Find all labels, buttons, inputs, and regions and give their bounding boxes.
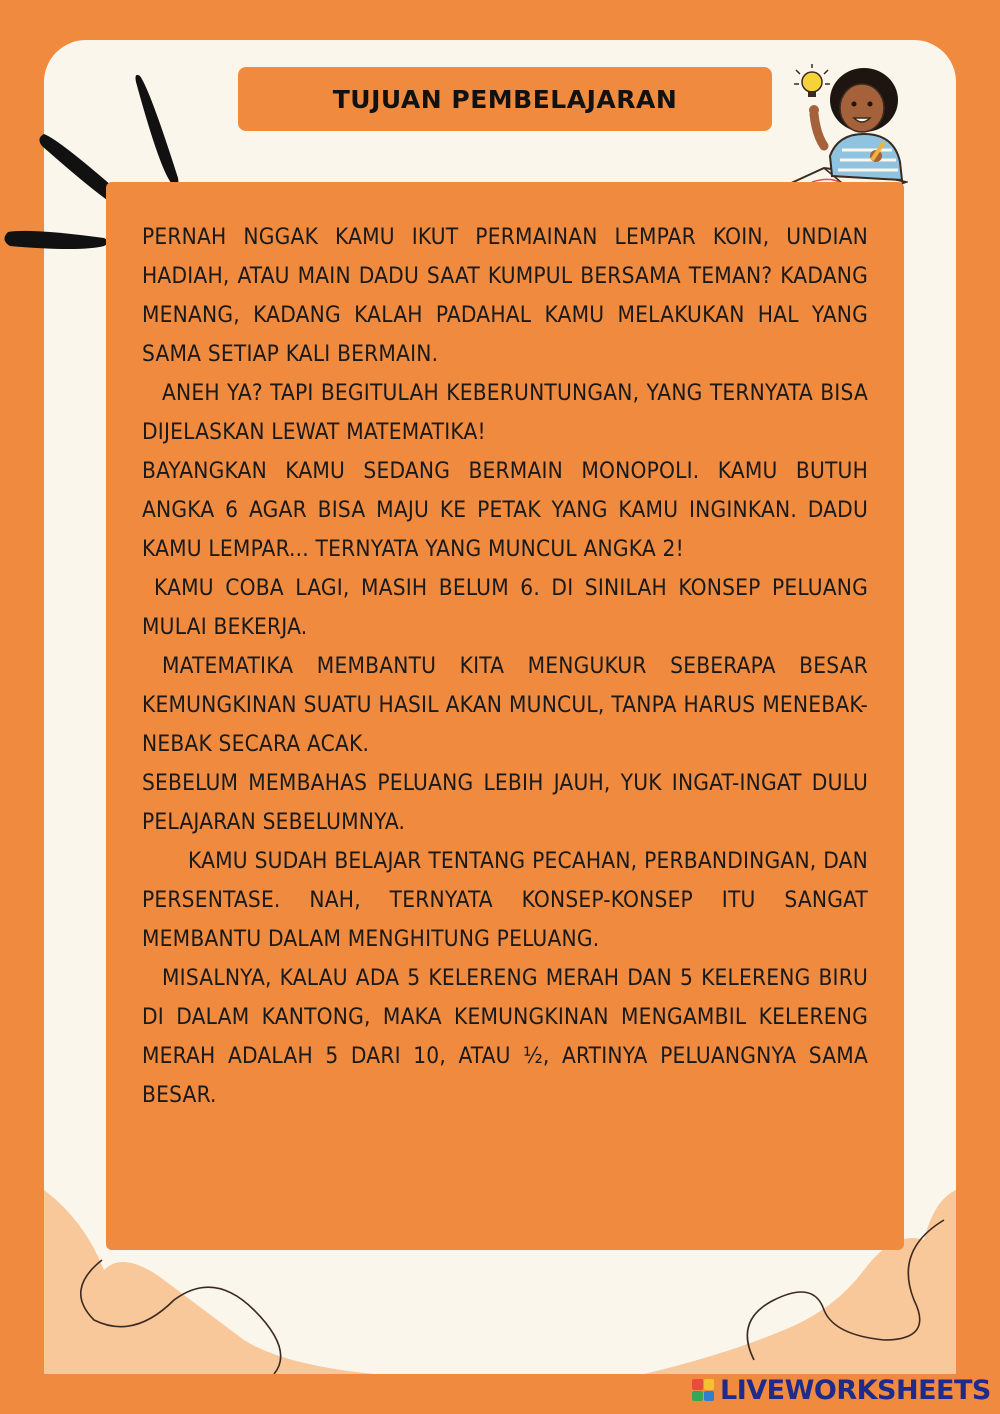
paragraph: KAMU SUDAH BELAJAR TENTANG PECAHAN, PERBANDINGAN, DAN PERSENTASE. NAH, TERNYATA KONSEP-KONSEP ITU SANGAT MEMBANTU DALAM MENGHITUNG PELUANG. [142, 848, 868, 952]
title-banner [238, 67, 772, 131]
body-text [142, 218, 868, 1115]
paragraph: PERNAH NGGAK KAMU IKUT PERMAINAN LEMPAR KOIN, UNDIAN HADIAH, ATAU MAIN DADU SAAT KUMPUL BERSAMA TEMAN? KADANG MENANG, KADANG KALAH PADAHAL KAMU MELAKUKAN HAL YANG SAMA SETIAP KALI BERMAIN. [142, 224, 868, 367]
paragraph: MATEMATIKA MEMBANTU KITA MENGUKUR SEBERAPA BESAR KEMUNGKINAN SUATU HASIL AKAN MUNCUL, TANPA HARUS MENEBAK-NEBAK SECARA ACAK. [142, 653, 868, 757]
brand-name: LIVEWORKSHEETS [720, 1374, 991, 1406]
paragraph: MISALNYA, KALAU ADA 5 KELERENG MERAH DAN 5 KELERENG BIRU DI DALAM KANTONG, MAKA KEMUNGKINAN MENGAMBIL KELERENG MERAH ADALAH 5 DARI 10, ATAU ½, ARTINYA PELUANGNYA SAMA BESAR. [142, 965, 868, 1108]
student-lightbulb-illustration [772, 64, 908, 200]
page-title: TUJUAN PEMBELAJARAN [332, 84, 678, 114]
liveworksheets-logo[interactable] [692, 1374, 991, 1406]
paragraph: KAMU COBA LAGI, MASIH BELUM 6. DI SINILAH KONSEP PELUANG MULAI BEKERJA. [142, 575, 868, 640]
paragraph: BAYANGKAN KAMU SEDANG BERMAIN MONOPOLI. KAMU BUTUH ANGKA 6 AGAR BISA MAJU KE PETAK YANG KAMU INGINKAN. DADU KAMU LEMPAR... TERNYATA YANG MUNCUL ANGKA 2! [142, 458, 868, 562]
liveworksheets-logo-icon [692, 1379, 714, 1401]
paragraph: SEBELUM MEMBAHAS PELUANG LEBIH JAUH, YUK INGAT-INGAT DULU PELAJARAN SEBELUMNYA. [142, 770, 868, 835]
paragraph: ANEH YA? TAPI BEGITULAH KEBERUNTUNGAN, YANG TERNYATA BISA DIJELASKAN LEWAT MATEMATIKA! [142, 380, 868, 445]
